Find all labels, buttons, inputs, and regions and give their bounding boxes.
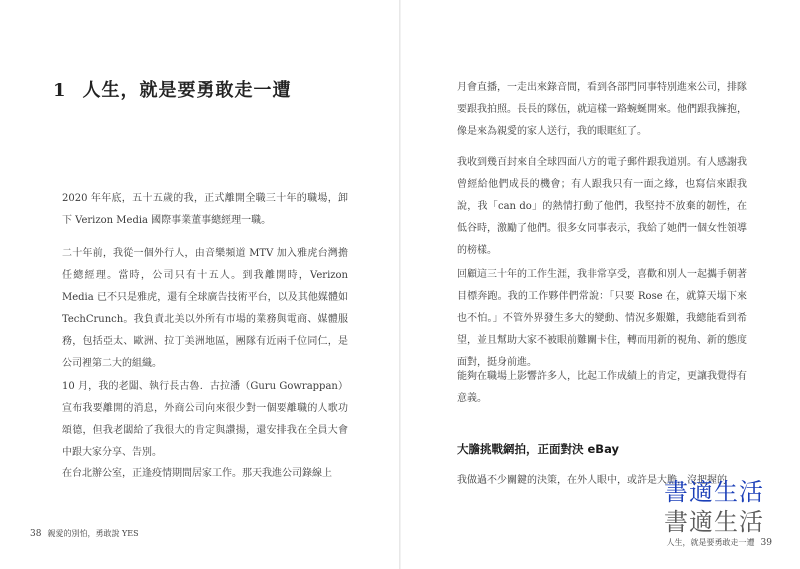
page-number: 38 <box>30 529 42 539</box>
chapter-title-text: 人生，就是要勇敢走一遭 <box>82 80 292 101</box>
watermark-line-2: 書適生活 <box>664 508 764 536</box>
paragraph-text: 回顧這三十年的工作生涯，我非常享受，喜歡和別人一起攜手朝著目標奔跑。我的工作夥伴們常說：「只要 Rose 在，就算天塌下來也不怕。」不管外界發生多大的變動、情況多艱難，我總能看到希望，並且幫助大家不被眼前難關卡住，轉而用新的視角、新的態度面對，挺身前進。 <box>457 269 747 368</box>
left-page <box>0 0 399 569</box>
watermark-logo <box>664 477 764 537</box>
left-footer <box>30 528 139 539</box>
body-paragraph <box>62 463 348 485</box>
chapter-title <box>53 76 292 102</box>
paragraph-text: 我做過不少關鍵的決策，在外人眼中，或許是大膽，沒把握的 <box>457 475 727 486</box>
body-paragraph <box>457 152 747 262</box>
page-number: 39 <box>760 538 772 548</box>
body-paragraph <box>62 376 348 464</box>
paragraph-text: 二十年前，我從一個外行人，由音樂頻道 MTV 加入雅虎台灣擔任總經理。當時，公司只有十五人。到我離開時，Verizon Media 已不只是雅虎，還有全球廣告技術平台，以及其他媒體如 TechCrunch。我負責北美以外所有市場的業務與電商、媒體服務，包括亞太、歐洲、拉丁美洲地區，團隊有近兩千位同仁，是公司裡第二大的組織。 <box>62 248 348 369</box>
body-paragraph <box>457 77 747 143</box>
section-heading: 大膽挑戰網拍，正面對決 eBay <box>457 442 619 456</box>
paragraph-text: 在台北辦公室，正逢疫情期間居家工作。那天我進公司錄線上 <box>62 468 332 479</box>
paragraph-text: 月會直播，一走出來錄音間，看到各部門同事特別進來公司，排隊要跟我拍照。長長的隊伍，就這樣一路蜿蜒開來。他們跟我擁抱，像是來為親愛的家人送行，我的眼眶紅了。 <box>457 82 747 137</box>
chapter-number: 1 <box>53 80 67 101</box>
paragraph-text: 我收到幾百封來自全球四面八方的電子郵件跟我道別。有人感謝我曾經給他們成長的機會；有人跟我只有一面之緣，也寫信來跟我說，我「can do」的熱情打動了他們，我堅持不放棄的韌性，在低谷時，激勵了他們。很多女同事表示，我給了她們一個女性領導的榜樣。 <box>457 157 747 256</box>
body-paragraph <box>457 366 747 410</box>
body-paragraph <box>62 243 348 375</box>
running-footer: 人生，就是要勇敢走一遭 <box>666 538 755 547</box>
right-footer <box>667 537 772 548</box>
paragraph-text: 2020 年年底，五十五歲的我，正式離開全職三十年的職場，卸下 Verizon Media 國際事業董事總經理一職。 <box>62 193 348 226</box>
watermark-line-1: 書適生活 <box>664 478 764 506</box>
paragraph-text: 10 月，我的老闆、執行長古魯．古拉潘（Guru Gowrappan）宣布我要離開的消息，外商公司向來很少對一個要離職的人歌功頌德，但我老闆給了我很大的肯定與讚揚，還安排我在全員大會中跟大家分享、告別。 <box>62 381 348 458</box>
body-paragraph <box>62 188 348 232</box>
paragraph-text: 能夠在職場上影響許多人，比起工作成績上的肯定，更讓我覺得有意義。 <box>457 371 747 404</box>
running-footer: 親愛的別怕，勇敢說 YES <box>47 529 139 538</box>
body-paragraph <box>457 264 747 374</box>
